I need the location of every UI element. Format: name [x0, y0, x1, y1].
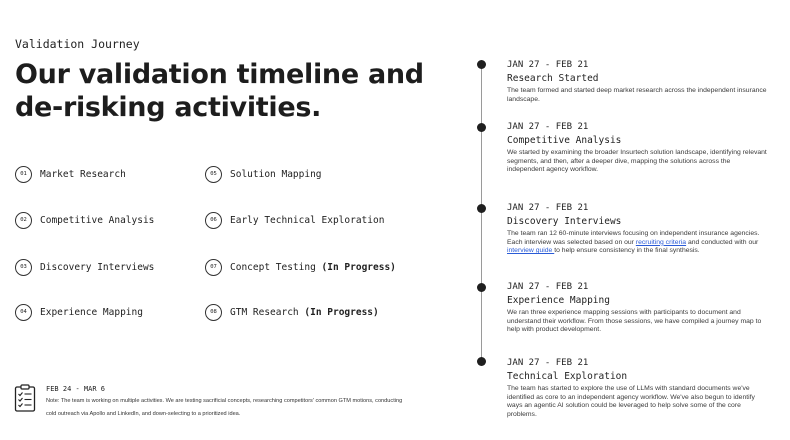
activity-label: GTM Research (In Progress)	[230, 306, 379, 318]
activity-item	[205, 257, 396, 277]
timeline-line	[481, 64, 482, 364]
activity-item	[205, 302, 379, 322]
step-number-badge: 05	[205, 166, 222, 183]
page-title: Our validation timeline and de-risking activities.	[15, 59, 424, 123]
activity-item	[15, 257, 154, 277]
timeline-title: Technical Exploration	[507, 371, 628, 382]
section-eyebrow: Validation Journey	[15, 37, 140, 51]
timeline-title: Competitive Analysis	[507, 135, 622, 146]
recruiting-criteria-link[interactable]: recruiting criteria	[635, 238, 687, 246]
status-badge: (In Progress)	[304, 306, 379, 318]
activity-label: Discovery Interviews	[40, 261, 155, 273]
status-badge: (In Progress)	[321, 261, 396, 273]
timeline-dot	[477, 357, 486, 366]
timeline-description: We ran three experience mapping sessions with participants to document and understand their workflow. From those sessions, we have compiled a journey map to help with product development.	[507, 309, 762, 334]
step-number-badge: 03	[15, 259, 32, 276]
timeline-description: We started by examining the broader Insurtech solution landscape, identifying relevant segments, and then, after a deeper dive, mapping the solutions across the independent agency workflow.	[507, 149, 767, 174]
timeline-dot	[477, 123, 486, 132]
timeline-title: Experience Mapping	[507, 295, 610, 306]
timeline-date: JAN 27 - FEB 21	[507, 122, 589, 132]
step-number-badge: 06	[205, 212, 222, 229]
timeline-entry	[507, 202, 769, 256]
timeline-dot	[477, 60, 486, 69]
note-date: FEB 24 - MAR 6	[46, 385, 106, 393]
timeline-date: JAN 27 - FEB 21	[507, 358, 589, 368]
timeline-entry	[507, 357, 769, 420]
timeline-title: Discovery Interviews	[507, 216, 622, 227]
activity-item	[15, 210, 154, 230]
timeline-entry	[507, 121, 769, 175]
timeline-date: JAN 27 - FEB 21	[507, 60, 589, 70]
activity-label: Market Research	[40, 168, 126, 180]
activity-item	[15, 302, 143, 322]
step-number-badge: 07	[205, 259, 222, 276]
step-number-badge: 02	[15, 212, 32, 229]
step-number-badge: 04	[15, 304, 32, 321]
timeline-dot	[477, 204, 486, 213]
timeline-dot	[477, 283, 486, 292]
timeline-entry	[507, 59, 769, 104]
step-number-badge: 01	[15, 166, 32, 183]
timeline-description: The team ran 12 60-minute interviews focusing on independent insurance agencies. Each interview was selected based on our recruiting criteria and conducted with our interview guide to help ensure consistency in the final synthesis.	[507, 230, 760, 255]
timeline-description: The team has started to explore the use of LLMs with standard documents we've identified as core to an independent agency workflow. We've also begun to identify ways an agentic AI solution could be leveraged to help solve some of the core problems.	[507, 385, 755, 419]
activity-label: Solution Mapping	[230, 168, 322, 180]
timeline-entry	[507, 281, 769, 335]
activity-item	[205, 210, 384, 230]
activity-label: Competitive Analysis	[40, 214, 155, 226]
timeline-date: JAN 27 - FEB 21	[507, 282, 589, 292]
activity-label: Concept Testing (In Progress)	[230, 261, 396, 273]
interview-guide-link[interactable]: interview guide	[507, 247, 555, 255]
step-number-badge: 08	[205, 304, 222, 321]
timeline-description: The team formed and started deep market research across the independent insurance landscape.	[507, 87, 767, 103]
activity-label: Early Technical Exploration	[230, 214, 385, 226]
timeline-date: JAN 27 - FEB 21	[507, 203, 589, 213]
checklist-icon	[14, 384, 36, 412]
timeline-title: Research Started	[507, 73, 599, 84]
activity-item	[205, 164, 322, 184]
note-text: Note: The team is working on multiple activities. We are testing sacrificial concepts, researching competitors' common GTM motions, conducting cold outreach via Apollo and LinkedIn, and down-selecting to a prioritized idea.	[46, 398, 403, 417]
activity-label: Experience Mapping	[40, 306, 143, 318]
activity-item	[15, 164, 126, 184]
